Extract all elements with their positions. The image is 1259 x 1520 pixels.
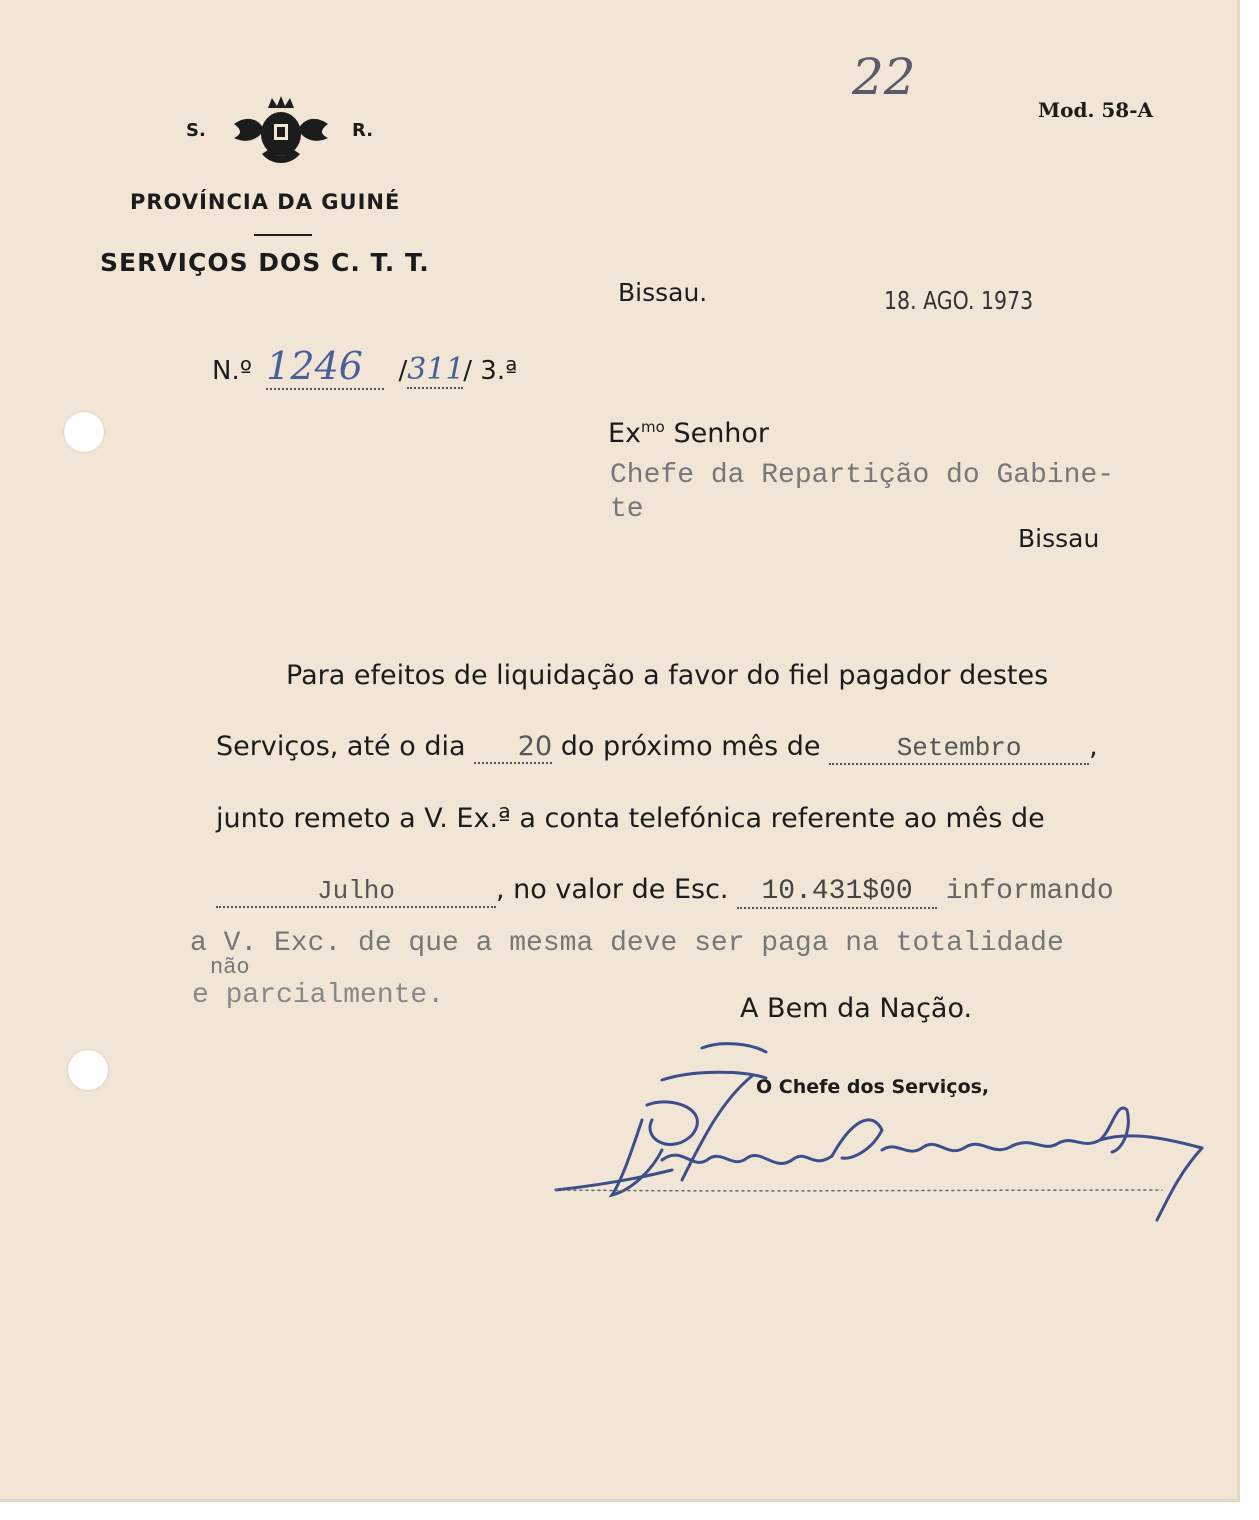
due-month: Setembro	[829, 733, 1089, 765]
body-line-4: Julho , no valor de Esc. 10.431$00 informando	[216, 874, 1114, 909]
reference-month: Julho	[216, 876, 496, 908]
addressee-line-2: te	[610, 494, 644, 525]
model-code: Mod. 58-A	[1038, 98, 1154, 122]
signature	[552, 1040, 1212, 1230]
coat-of-arms-icon	[232, 94, 330, 166]
reference-prefix: N.º	[212, 356, 252, 386]
body-line-5: a V. Exc. de que a mesma deve ser paga na totalidade	[190, 928, 1064, 959]
reference-number: 1246	[266, 344, 384, 390]
addressee-line-1: Chefe da Repartição do Gabine-	[610, 460, 1115, 491]
emblem-letter-right: R.	[352, 120, 374, 141]
due-day: 20	[474, 731, 552, 764]
inserted-word: não	[210, 955, 250, 980]
addressee-city: Bissau	[1018, 524, 1100, 553]
reference-code: 311	[407, 352, 465, 387]
body-line-2: Serviços, até o dia 20 do próximo mês de Setembro ,	[216, 731, 1098, 763]
body-line-1: Para efeitos de liquidação a favor do fiel pagador destes	[286, 660, 1049, 691]
province-heading: PROVÍNCIA DA GUINÉ	[130, 190, 401, 214]
place: Bissau.	[618, 278, 708, 307]
signatory-title: O Chefe dos Serviços,	[756, 1076, 990, 1098]
punch-hole-top	[64, 412, 104, 452]
addressee-salutation: $Ex^{mo}$ Senhor	[608, 418, 770, 449]
emblem-letter-left: S.	[186, 120, 206, 141]
reference-line: N.º 1246 /311/ 3.ª	[212, 344, 518, 388]
archive-number: 22	[852, 48, 916, 106]
date-stamp: 18. AGO. 1973	[884, 286, 1034, 315]
punch-hole-bottom	[68, 1050, 108, 1090]
body-line-6: e parcialmente.	[192, 980, 445, 1011]
service-heading: SERVIÇOS DOS C. T. T.	[100, 248, 430, 277]
body-line-3: junto remeto a V. Ex.ª a conta telefónica referente ao mês de	[216, 803, 1045, 834]
amount: 10.431$00	[737, 876, 937, 909]
reference-suffix: 3.ª	[480, 356, 518, 386]
heading-divider	[254, 234, 312, 236]
closing-salutation: A Bem da Nação.	[740, 993, 973, 1024]
